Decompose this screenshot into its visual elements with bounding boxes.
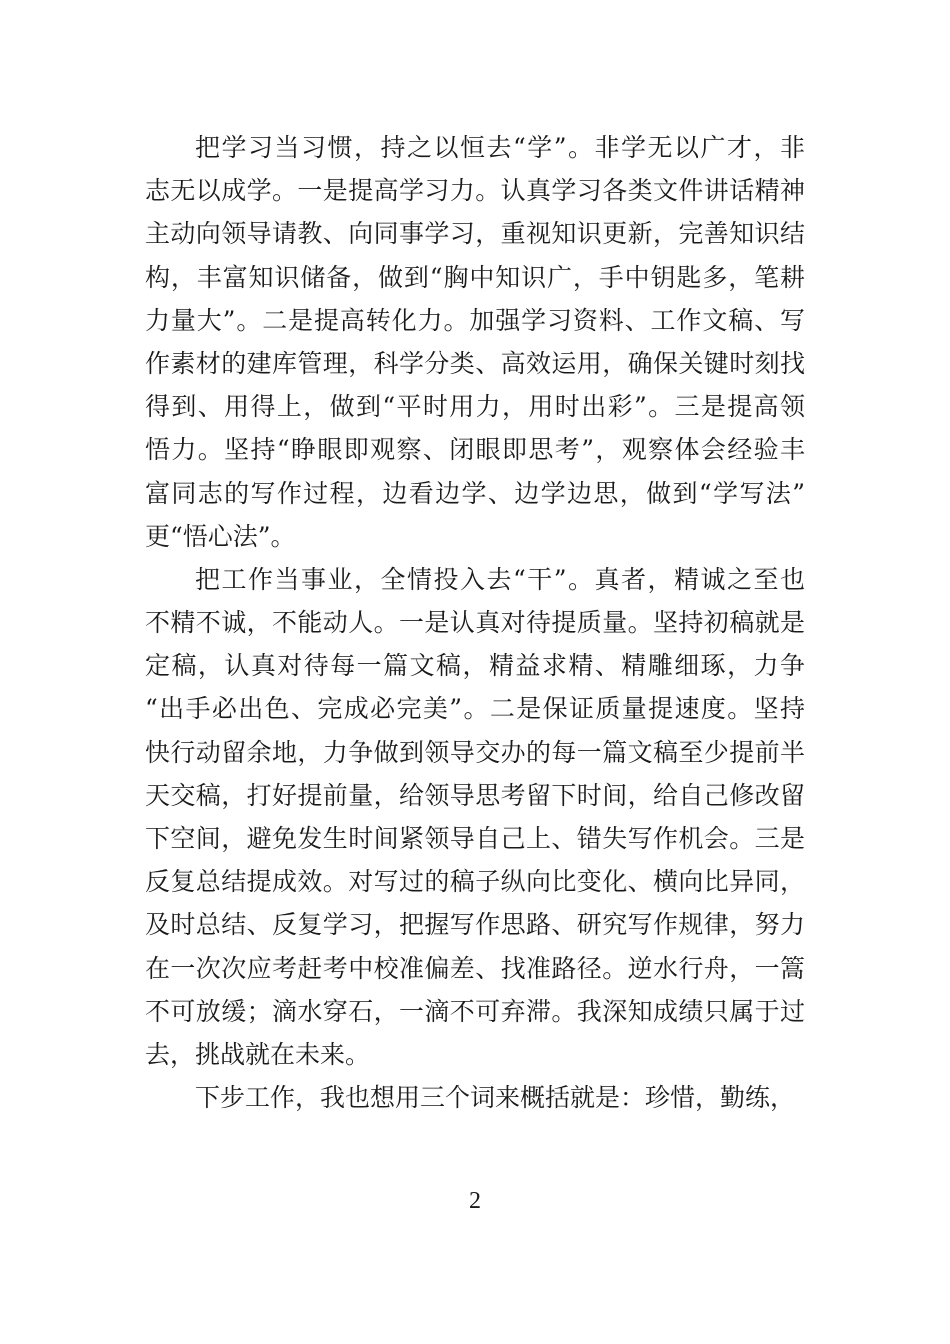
paragraph-1-line-1: 把学习当习惯，持之以恒去“学”。非学无以广才，非 (195, 133, 805, 162)
paragraph-2-line-7: 下空间，避免发生时间紧领导自己上、错失写作机会。三是 (145, 824, 805, 853)
page-number: 2 (469, 1188, 481, 1214)
paragraph-2-line-6: 天交稿，打好提前量，给领导思考留下时间，给自己修改留 (145, 780, 805, 810)
paragraph-2-line-11: 不可放缓；滴水穿石，一滴不可弃滞。我深知成绩只属于过 (145, 996, 805, 1026)
paragraph-1-line-5: 力量大”。二是提高转化力。加强学习资料、工作文稿、写 (145, 305, 805, 335)
paragraph-2-line-5: 快行动留余地，力争做到领导交办的每一篇文稿至少提前半 (145, 737, 805, 767)
paragraph-2-line-3: 定稿，认真对待每一篇文稿，精益求精、精雕细琢，力争 (145, 651, 805, 681)
paragraph-1-line-6: 作素材的建库管理，科学分类、高效运用，确保关键时刻找 (145, 348, 805, 378)
body-text (145, 126, 805, 1119)
paragraph-2-line-12: 去，挑战就在未来。 (145, 1039, 371, 1069)
paragraph-2-line-4: “出手必出色、完成必完美”。二是保证质量提速度。坚持 (145, 694, 805, 724)
paragraph-1-line-9: 富同志的写作过程，边看边学、边学边思，做到“学写法” (145, 478, 805, 508)
paragraph-2-line-9: 及时总结、反复学习，把握写作思路、研究写作规律，努力 (145, 910, 805, 940)
paragraph-2-line-10: 在一次次应考赶考中校准偏差、找准路径。逆水行舟，一篙 (145, 953, 805, 983)
paragraph-1-line-7: 得到、用得上，做到“平时用力，用时出彩”。三是提高领 (145, 392, 805, 422)
paragraph-1-line-10: 更“悟心法”。 (145, 521, 296, 551)
paragraph-2-line-8: 反复总结提成效。对写过的稿子纵向比变化、横向比异同， (145, 867, 805, 897)
paragraph-3-line-1: 下步工作，我也想用三个词来概括就是：珍惜，勤练， (195, 1083, 796, 1113)
paragraph-2-line-1: 把工作当事业，全情投入去“干”。真者，精诚之至也 (195, 564, 805, 594)
paragraph-2-line-2: 不精不诚，不能动人。一是认真对待提质量。坚持初稿就是 (145, 608, 805, 638)
paragraph-1-line-8: 悟力。坚持“睁眼即观察、闭眼即思考”，观察体会经验丰 (145, 435, 805, 465)
paragraph-1-line-4: 构，丰富知识储备，做到“胸中知识广，手中钥匙多，笔耕 (145, 262, 805, 292)
paragraph-1-line-3: 主动向领导请教、向同事学习，重视知识更新，完善知识结 (145, 219, 805, 249)
paragraph-1-line-2: 志无以成学。一是提高学习力。认真学习各类文件讲话精神 (145, 176, 805, 206)
